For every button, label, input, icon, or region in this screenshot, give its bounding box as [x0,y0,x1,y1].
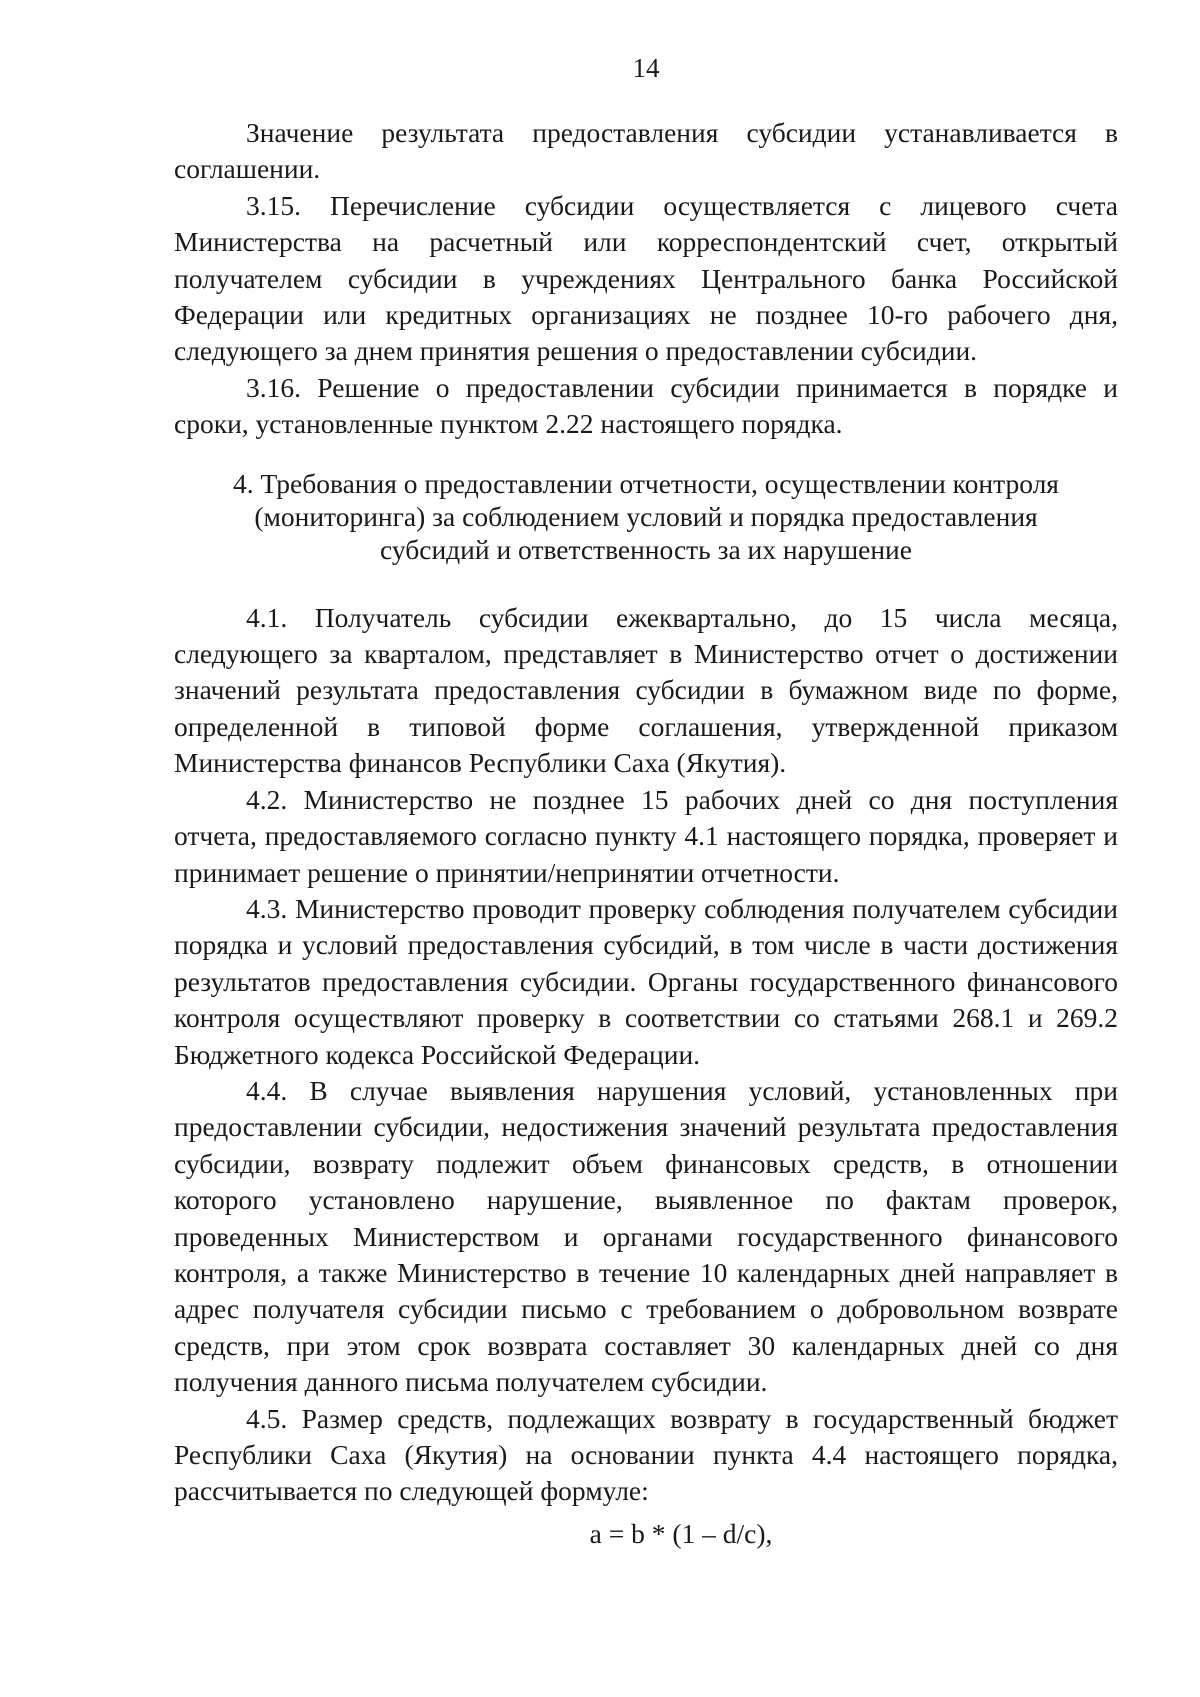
paragraph-4-5: 4.5. Размер средств, подлежащих возврату в государственный бюджет Республики Саха (Якутия) на основании пункта 4.4 настоящего порядка, рассчитывается по следующей формуле: [174,1402,1118,1507]
document-page [174,0,1118,1697]
document-body [174,115,1118,1552]
paragraph-result-value: Значение результата предоставления субсидии устанавливается в соглашении. [174,117,1118,185]
section-heading: 4. Требования о предоставлении отчетности, осуществлении контроля (мониторинга) за соблюдением условий и порядка предоставления субсидий и ответственность за их нарушение [233,467,1059,565]
paragraph-4-3: 4.3. Министерство проводит проверку соблюдения получателем субсидии порядка и условий предоставления субсидий, в том числе в части достижения результатов предоставления субсидии. Органы государственного финансового контроля осуществляют проверку в соответствии со статьями 268.1 и 269.2 Бюджетного кодекса Российской Федерации. [174,892,1118,1070]
paragraph-4-1: 4.1. Получатель субсидии ежеквартально, до 15 числа месяца, следующего за кварталом, представляет в Министерство отчет о достижении значений результата предоставления субсидии в бумажном виде по форме, определенной в типовой форме соглашения, утвержденной приказом Министерства финансов Республики Саха (Якутия). [174,601,1118,779]
paragraph-4-2: 4.2. Министерство не позднее 15 рабочих дней со дня поступления отчета, предоставляемого согласно пункту 4.1 настоящего порядка, проверяет и принимает решение о принятии/непринятии отчетности. [174,783,1118,888]
paragraph-3-15: 3.15. Перечисление субсидии осуществляется с лицевого счета Министерства на расчетный или корреспондентский счет, открытый получателем субсидии в учреждениях Центрального банка Российской Федерации или кредитных организациях не позднее 10-го рабочего дня, следующего за днем принятия решения о предоставлении субсидии. [174,189,1118,367]
paragraph-4-4: 4.4. В случае выявления нарушения условий, установленных при предоставлении субсидии, недостижения значений результата предоставления субсидии, возврату подлежит объем финансовых средств, в отношении которого установлено нарушение, выявленное по фактам проверок, проведенных Министерством и органами государственного финансового контроля, а также Министерство в течение 10 календарных дней направляет в адрес получателя субсидии письмо с требованием о добровольном возврате средств, при этом срок возврата составляет 30 календарных дней со дня получения данного письма получателем субсидии. [174,1074,1118,1398]
page-number: 14 [632,53,660,83]
paragraph-3-16: 3.16. Решение о предоставлении субсидии принимается в порядке и сроки, установленные пунктом 2.22 настоящего порядка. [174,371,1118,440]
formula: a = b * (1 – d/c), [589,1517,773,1549]
